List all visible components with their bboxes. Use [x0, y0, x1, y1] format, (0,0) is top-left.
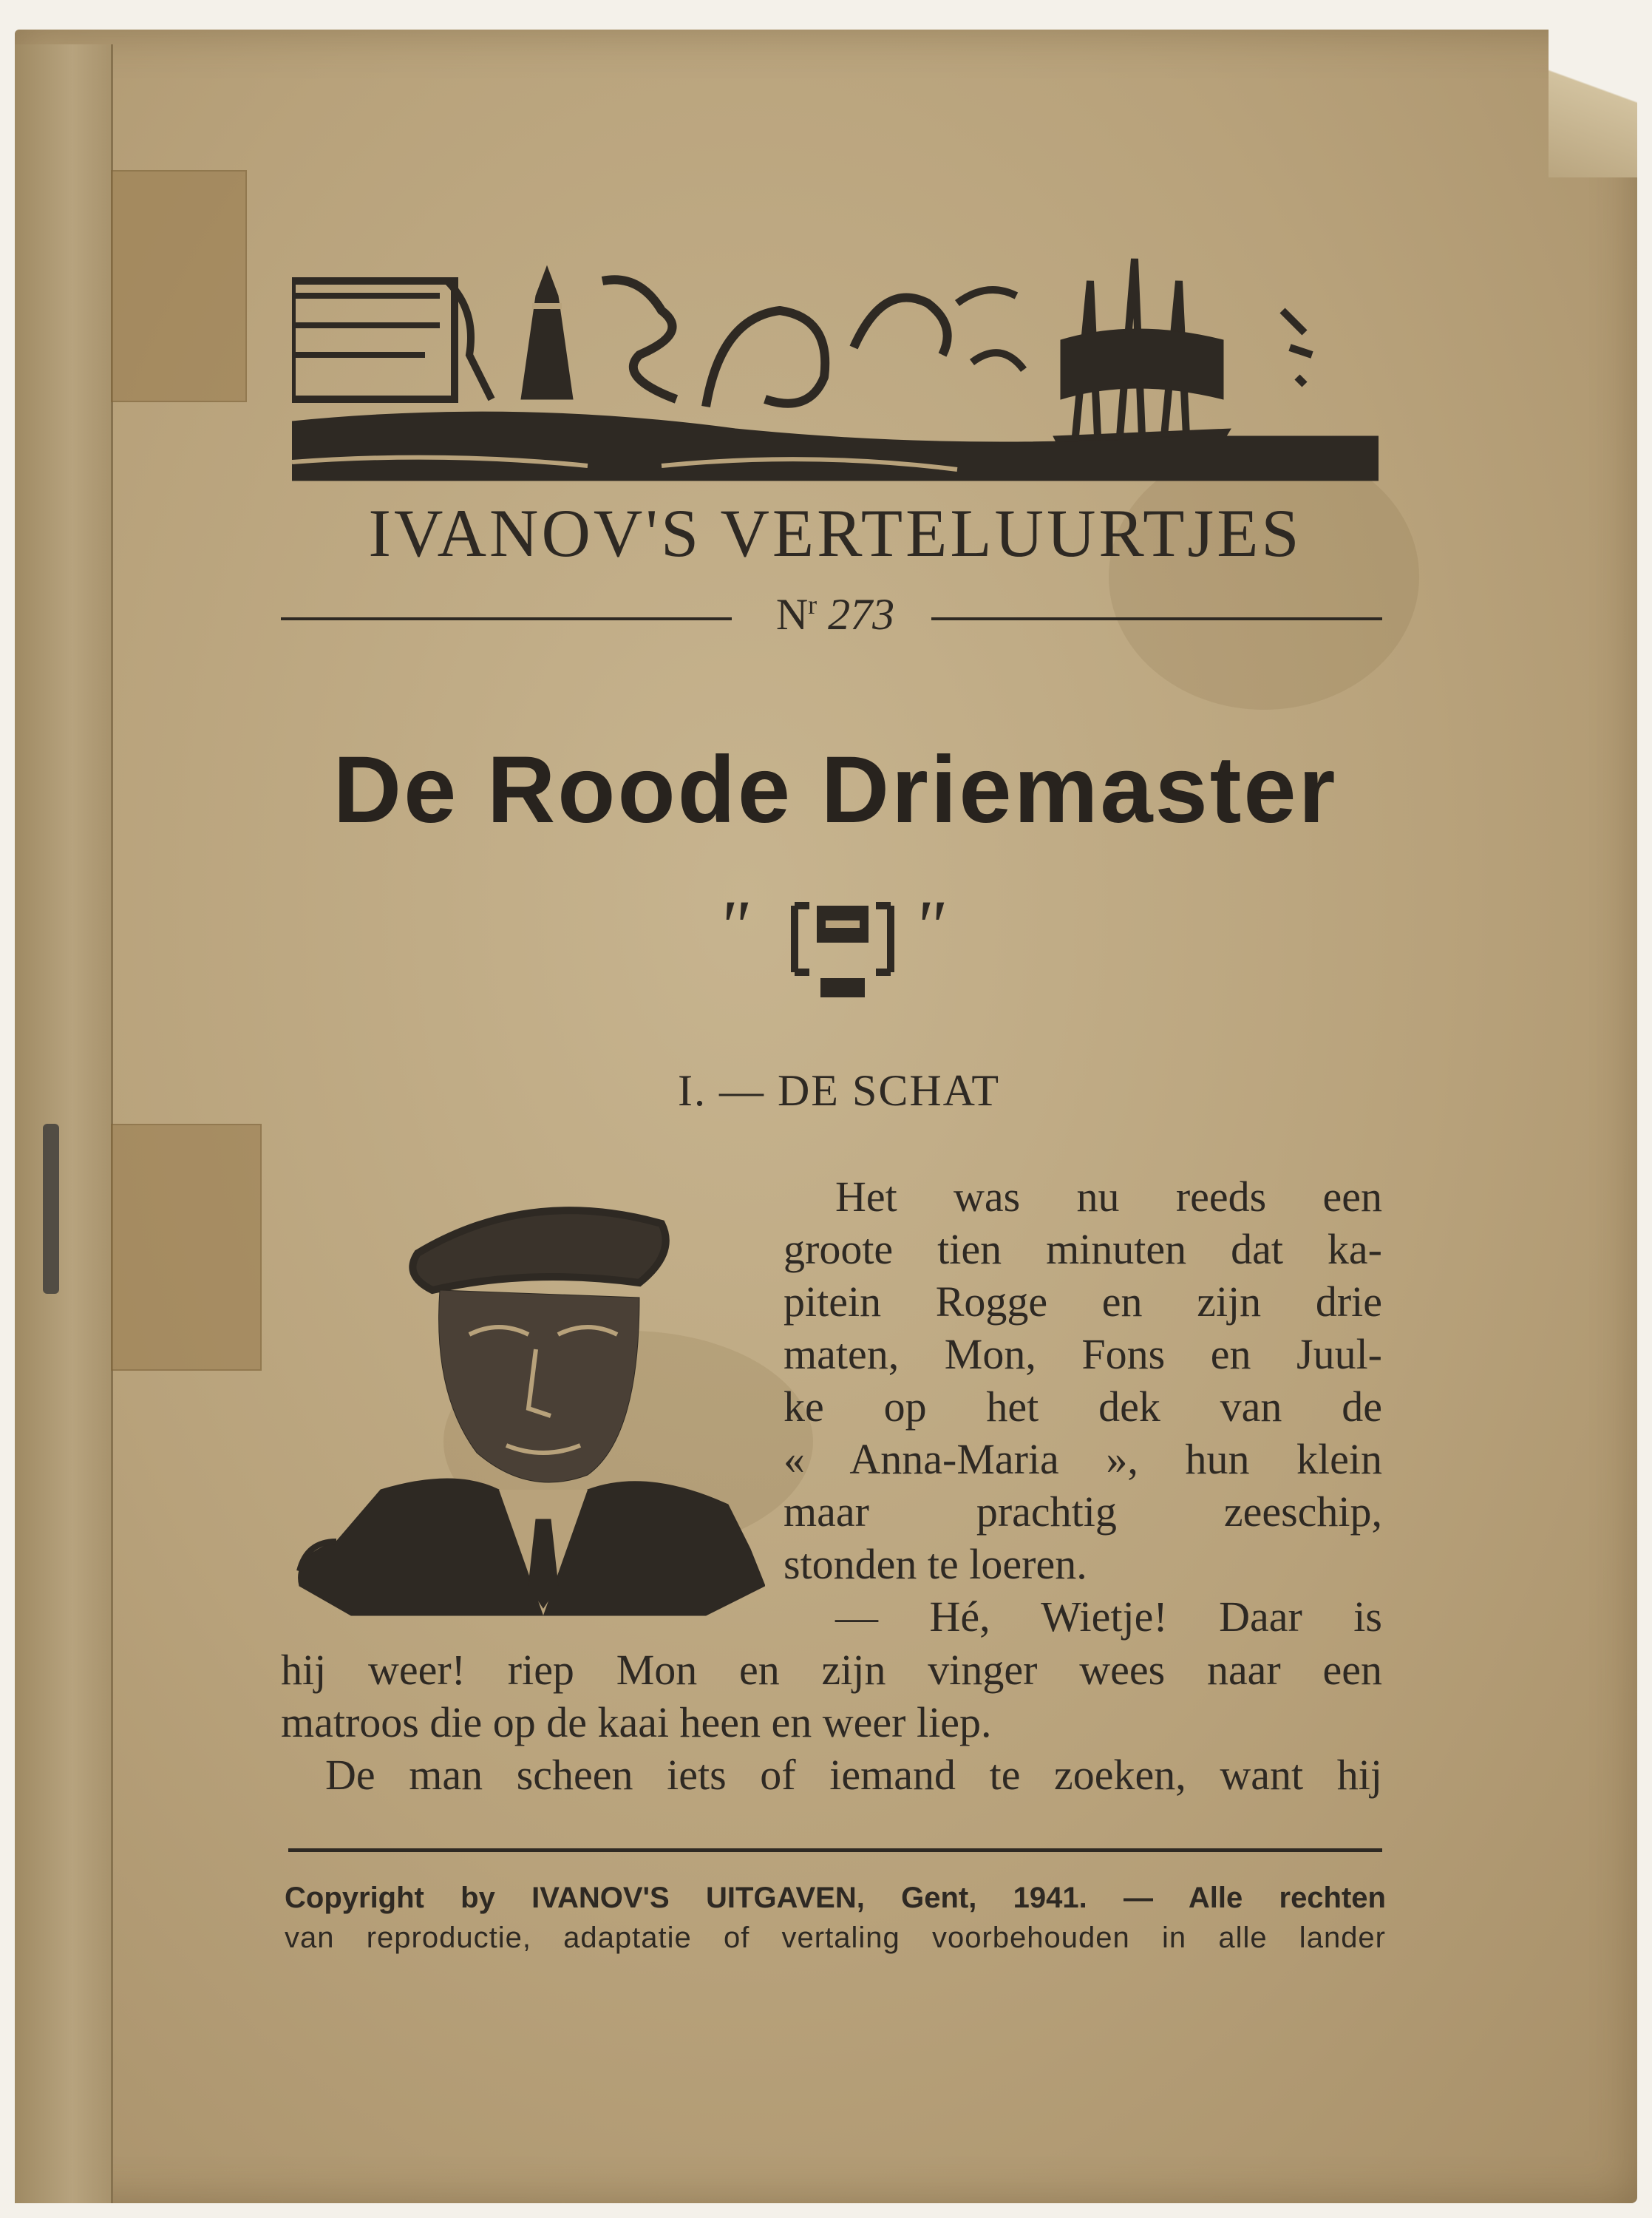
story-line: stonden te loeren.	[783, 1540, 1087, 1588]
emblem-quote-close: "	[913, 885, 944, 967]
story-line: hij weer! riep Mon en zijn vinger wees naar een	[281, 1646, 1382, 1694]
issue-suffix: r	[808, 590, 817, 620]
emblem-quote-open: "	[717, 885, 748, 967]
story-line: maten, Mon, Fons en Juul-	[783, 1330, 1382, 1378]
copyright-line: van reproductie, adaptatie of vertaling voorbehouden in alle lander	[285, 1922, 1386, 1954]
seascape-header-illustration	[292, 251, 1379, 495]
book-title: De Roode Driemaster	[333, 737, 1338, 843]
flag-icon	[780, 891, 905, 1002]
story-line: matroos die op de kaai heen en weer liep.	[281, 1698, 992, 1746]
issue-value: 273	[828, 590, 895, 639]
flag-emblem	[710, 884, 976, 1009]
chapter-heading: I. — DE SCHAT	[677, 1066, 1000, 1115]
copyright-line: Copyright by IVANOV'S UITGAVEN, Gent, 1941. — Alle rechten	[285, 1882, 1386, 1914]
issue-rule-left	[281, 617, 732, 620]
story-line: « Anna-Maria », hun klein	[783, 1435, 1382, 1483]
footer-rule	[288, 1848, 1382, 1852]
story-line: maar prachtig zeeschip,	[783, 1488, 1382, 1536]
story-line: pitein Rogge en zijn drie	[783, 1278, 1382, 1326]
story-line: De man scheen iets of iemand te zoeken, want hij	[325, 1751, 1382, 1799]
issue-prefix: N	[775, 590, 809, 639]
issue-number	[739, 591, 931, 637]
lighthouse	[521, 266, 573, 399]
story-text-column	[783, 1170, 1382, 1643]
captain-cap	[412, 1210, 665, 1290]
repair-tape	[111, 170, 247, 402]
sea-waves	[292, 412, 1379, 481]
series-title: IVANOV'S VERTELUURTJES	[368, 495, 1302, 571]
repair-tape	[111, 1124, 262, 1371]
binding-staple	[43, 1124, 59, 1294]
captain-portrait-illustration	[292, 1172, 765, 1623]
issue-rule-right	[931, 617, 1382, 620]
booklet-spine	[15, 44, 113, 2203]
seagull	[957, 290, 1024, 370]
story-line: ke op het dek van de	[783, 1383, 1382, 1431]
story-line: groote tien minuten dat ka-	[783, 1225, 1382, 1273]
story-line: Het was nu reeds een	[835, 1173, 1382, 1221]
story-text-full	[281, 1644, 1382, 1801]
copyright-notice	[285, 1878, 1386, 1958]
story-line: — Hé, Wietje! Daar is	[835, 1593, 1382, 1641]
torn-corner	[1549, 30, 1637, 177]
